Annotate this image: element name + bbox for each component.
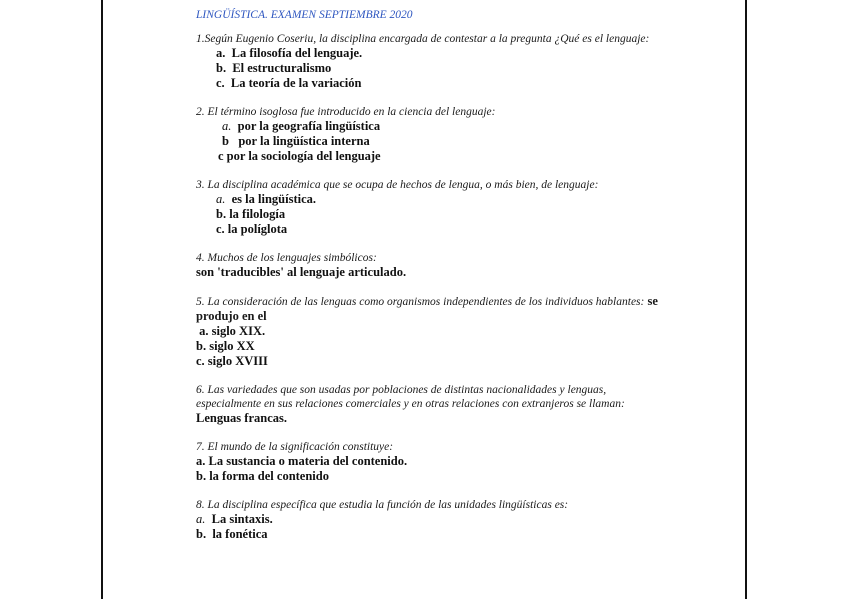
- question-1-text: 1.Según Eugenio Coseriu, la disciplina encargada de contestar a la pregunta ¿Qué es el lenguaje:: [196, 33, 650, 45]
- exam-document: [196, 6, 666, 542]
- question-8-option-a-text: La sintaxis.: [205, 512, 273, 526]
- question-7: [196, 440, 666, 484]
- question-6-text: 6. Las variedades que son usadas por poblaciones de distintas nacionalidades y lenguas, especialmente en sus relaciones comerciales y en otras relaciones con extranjeros se llaman:: [196, 384, 625, 410]
- question-3: [196, 178, 666, 237]
- question-6-answer: Lenguas francas.: [196, 411, 287, 425]
- question-5-option-b: b. siglo XX: [196, 339, 255, 353]
- question-3-option-a-text: es la lingüística.: [225, 192, 317, 206]
- question-7-text: 7. El mundo de la significación constituye:: [196, 441, 394, 453]
- question-5: [196, 294, 666, 369]
- question-4-answer: son 'traducibles' al lenguaje articulado.: [196, 265, 407, 279]
- question-3-option-c: c. la políglota: [216, 222, 288, 236]
- question-8-option-a: [196, 512, 666, 527]
- question-5-option-a: a. siglo XIX.: [196, 324, 266, 338]
- question-8-option-a-label: a.: [196, 512, 206, 526]
- question-5-text-main: 5. La consideración de las lenguas como organismos independientes de los individuos hablantes:: [196, 296, 645, 308]
- question-2: [196, 105, 666, 164]
- question-8-text: 8. La disciplina específica que estudia la función de las unidades lingüísticas es:: [196, 499, 569, 511]
- question-4: [196, 251, 666, 280]
- question-2-option-a: [196, 119, 666, 134]
- question-2-option-b: b por la lingüística interna: [222, 134, 370, 148]
- question-3-text: 3. La disciplina académica que se ocupa de hechos de lengua, o más bien, de lenguaje:: [196, 179, 599, 191]
- question-1-option-c: c. La teoría de la variación: [216, 76, 362, 90]
- question-3-option-b: b. la filología: [216, 207, 286, 221]
- question-8-option-b: b. la fonética: [196, 527, 268, 541]
- question-1: [196, 32, 666, 91]
- question-4-text: 4. Muchos de los lenguajes simbólicos:: [196, 252, 377, 264]
- question-2-option-c: c por la sociología del lenguaje: [218, 149, 381, 163]
- question-3-option-a-label: a.: [216, 192, 226, 206]
- question-2-option-a-text: por la geografía lingüística: [231, 119, 381, 133]
- question-1-option-b: b. El estructuralismo: [216, 61, 332, 75]
- question-3-option-a: [216, 192, 666, 207]
- question-2-option-a-label: a.: [222, 119, 232, 133]
- question-5-option-c: c. siglo XVIII: [196, 354, 268, 368]
- question-6: [196, 383, 666, 426]
- question-5-text: [196, 294, 666, 324]
- question-5-text-tail: se produjo en el: [196, 294, 658, 323]
- document-title: LINGÜÍSTICA. EXAMEN SEPTIEMBRE 2020: [196, 9, 413, 21]
- question-8: [196, 498, 666, 542]
- question-7-option-a: a. La sustancia o materia del contenido.: [196, 454, 408, 468]
- question-7-option-b: b. la forma del contenido: [196, 469, 329, 483]
- question-2-text: 2. El término isoglosa fue introducido en la ciencia del lenguaje:: [196, 106, 496, 118]
- question-1-option-a: a. La filosofía del lenguaje.: [216, 46, 363, 60]
